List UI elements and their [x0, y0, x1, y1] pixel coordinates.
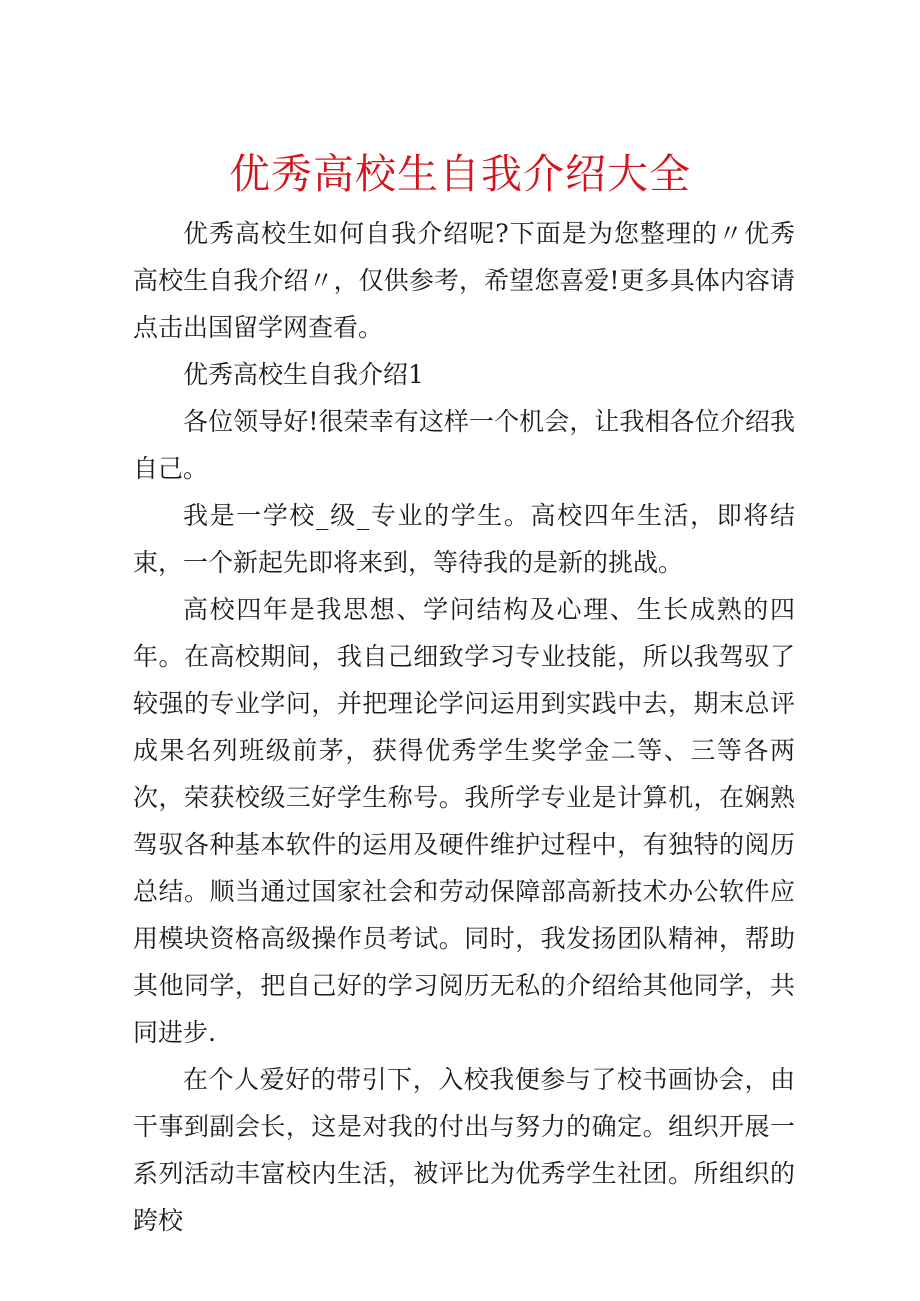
identity-paragraph: 我是一学校_级_专业的学生。高校四年生活，即将结束，一个新起先即将来到，等待我的是新的挑战。	[133, 501, 795, 577]
study-paragraph: 高校四年是我思想、学问结构及心理、生长成熟的四年。在高校期间，我自己细致学习专业技能，所以我驾驭了较强的专业学问，并把理论学问运用到实践中去，期末总评成果名列班级前茅，获得优秀学生奖学金二等、三等各两次，荣获校级三好学生称号。我所学专业是计算机，在娴熟驾驭各种基本软件的运用及硬件维护过程中，有独特的阅历总结。顺当通过国家社会和劳动保障部高新技术办公软件应用模块资格高级操作员考试。同时，我发扬团队精神，帮助其他同学，把自己好的学习阅历无私的介绍给其他同学，共同进步.	[133, 595, 795, 1047]
greeting-paragraph: 各位领导好!很荣幸有这样一个机会，让我相各位介绍我自己。	[133, 407, 795, 483]
intro-paragraph: 优秀高校生如何自我介绍呢?下面是为您整理的〃优秀高校生自我介绍〃，仅供参考，希望您喜爱!更多具体内容请点击出国留学网查看。	[133, 219, 795, 342]
hobby-paragraph: 在个人爱好的带引下，入校我便参与了校书画协会，由干事到副会长，这是对我的付出与努力的确定。组织开展一系列活动丰富校内生活，被评比为优秀学生社团。所组织的跨校	[133, 1065, 795, 1235]
page-title: 优秀高校生自我介绍大全	[229, 150, 691, 198]
section-heading: 优秀高校生自我介绍1	[183, 360, 424, 389]
document-body	[133, 210, 795, 1244]
